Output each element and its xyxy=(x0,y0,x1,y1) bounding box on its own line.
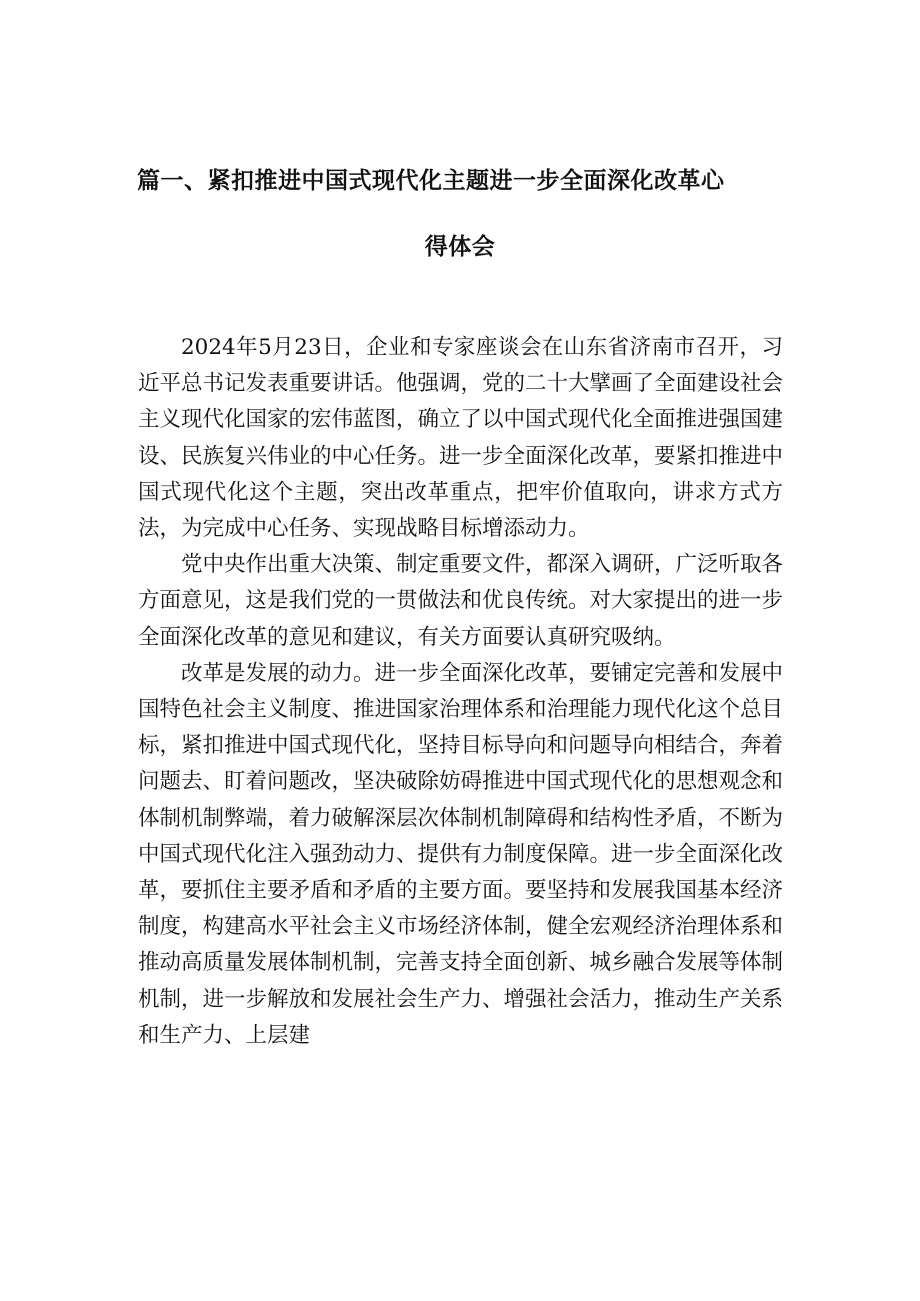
paragraph-1: 2024年5月23日，企业和专家座谈会在山东省济南市召开，习近平总书记发表重要讲话。他强调，党的二十大擘画了全面建设社会主义现代化国家的宏伟蓝图，确立了以中国式现代化全面推进强国建设、民族复兴伟业的中心任务。进一步全面深化改革，要紧扣推进中国式现代化这个主题，突出改革重点，把牢价值取向，讲求方式方法，为完成中心任务、实现战略目标增添动力。 xyxy=(138,335,784,542)
document-title-line-2: 得体会 xyxy=(424,234,496,260)
paragraph-2: 党中央作出重大决策、制定重要文件，都深入调研，广泛听取各方面意见，这是我们党的一贯做法和优良传统。对大家提出的进一步全面深化改革的意见和建议，有关方面要认真研究吸纳。 xyxy=(138,552,784,650)
document-title-line-1: 篇一、紧扣推进中国式现代化主题进一步全面深化改革心 xyxy=(137,168,725,194)
document-body xyxy=(138,330,783,1054)
paragraph-3: 改革是发展的动力。进一步全面深化改革，要铺定完善和发展中国特色社会主义制度、推进国家治理体系和治理能力现代化这个总目标，紧扣推进中国式现代化，坚持目标导向和问题导向相结合，奔着问题去、盯着问题改，坚决破除妨碍推进中国式现代化的思想观念和体制机制弊端，着力破解深层次体制机制障碍和结构性矛盾，不断为中国式现代化注入强劲动力、提供有力制度保障。进一步全面深化改革，要抓住主要矛盾和矛盾的主要方面。要坚持和发展我国基本经济制度，构建高水平社会主义市场经济体制，健全宏观经济治理体系和推动高质量发展体制机制，完善支持全面创新、城乡融合发展等体制机制，进一步解放和发展社会生产力、增强社会活力，推动生产关系和生产力、上层建 xyxy=(138,660,784,1048)
